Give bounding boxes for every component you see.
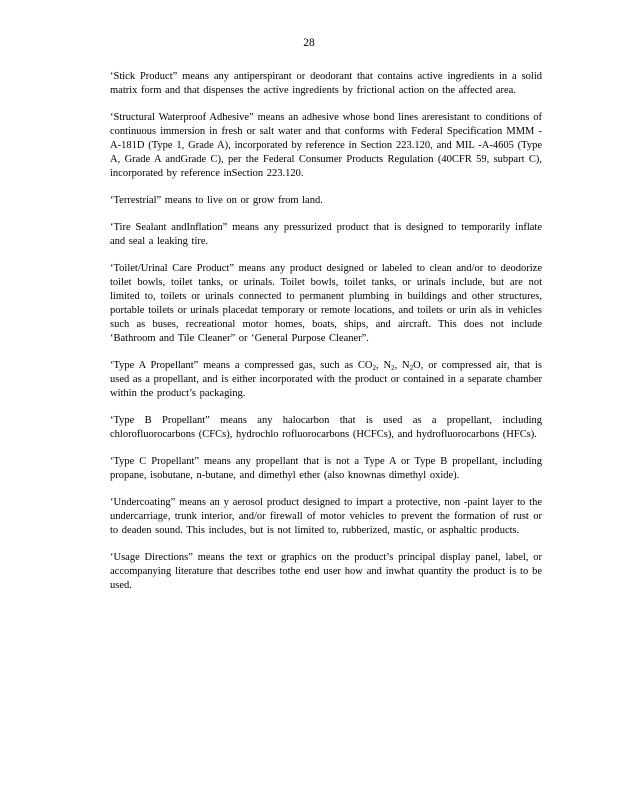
page-number: 28 (303, 37, 315, 49)
definition-structural-waterproof-adhesive: ‘Structural Waterproof Adhesive” means an adhesive whose bond lines areresistant to conditions of continuous immersion in fresh or salt water and that conforms with Federal Specification MMM -A-181D (Type 1, Grade A), incorporated by reference in Section 223.120, and MIL -A-4605 (Type A, Grade A andGrade C), per the Federal Consumer Products Regulation (40CFR 59, subpart C), incorporated by reference inSection 223.120. (110, 112, 542, 179)
definition-toilet-urinal-care-product: ‘Toilet/Urinal Care Product” means any product designed or labeled to clean and/or to deodorize toilet bowls, toilet tanks, or urinals. Toilet bowls, toilet tanks, or urinals include, but are not limited to, toilets or urinals connected to permanent plumbing in buildings and other structures, portable toilets or urinals placedat temporary or remote locations, and toilets or urin als in vehicles such as buses, recreational motor homes, boats, ships, and aircraft. This does not include ‘Bathroom and Tile Cleaner” or ‘General Purpose Cleaner”. (110, 263, 542, 344)
definition-usage-directions: ‘Usage Directions” means the text or graphics on the product’s principal display panel, label, or accompanying literature that describes tothe end user how and inwhat quantity the product is to be used. (110, 552, 542, 591)
definition-type-c-propellant: ‘Type C Propellant” means any propellant that is not a Type A or Type B propellant, including propane, isobutane, n-butane, and dimethyl ether (also knownas dimethyl oxide). (110, 456, 542, 481)
type-a-text-1: ‘Type A Propellant” means a compressed gas, such as CO (110, 360, 373, 371)
definition-stick-product: ‘Stick Product” means any antiperspirant or deodorant that contains active ingredients in a solid matrix form and that dispenses the active ingredients by frictional action on the affected area. (110, 71, 542, 96)
type-a-text-4: O, or compressed air, that is used as a propellant, and is either incorporated with the product or contained in a separate chamber within the product’s packaging. (110, 360, 542, 399)
definition-type-a-propellant (110, 359, 542, 401)
definition-tire-sealant: ‘Tire Sealant andInflation” means any pressurized product that is designed to temporarily inflate and seal a leaking tire. (110, 222, 542, 247)
type-a-text-2: , N (376, 360, 392, 371)
definition-undercoating: ‘Undercoating” means an y aerosol product designed to impart a protective, non -paint layer to the undercarriage, trunk interior, and/or firewall of motor vehicles to prevent the formation of rust or to deaden sound. This includes, but is not limited to, rubberized, mastic, or asphaltic products. (110, 497, 542, 536)
definitions-list (110, 70, 542, 606)
definition-terrestrial: ‘Terrestrial” means to live on or grow from land. (110, 195, 323, 206)
type-a-sub-2: 2 (391, 364, 395, 372)
type-a-sub-1: 2 (372, 364, 377, 372)
definition-type-b-propellant: ‘Type B Propellant” means any halocarbon that is used as a propellant, including chlorofluorocarbons (CFCs), hydrochlo rofluorocarbons (HCFCs), and hydrofluorocarbons (HFCs). (110, 415, 542, 440)
type-a-sub-3: 2 (409, 364, 414, 372)
type-a-text-3: , N (394, 360, 410, 371)
